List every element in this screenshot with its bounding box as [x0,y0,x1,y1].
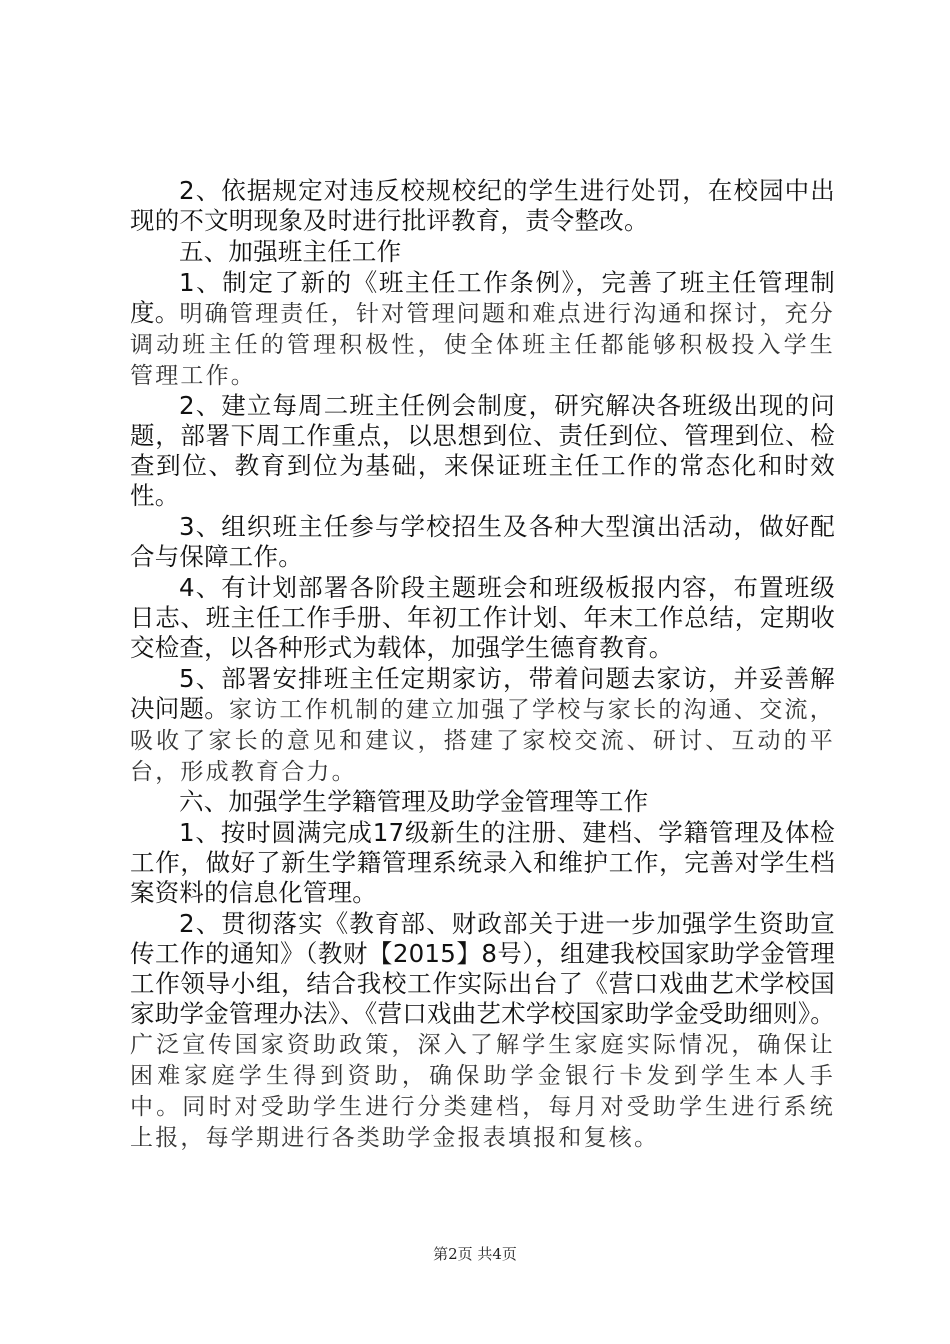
paragraph-5-5: 5、部署安排班主任定期家访，带着问题去家访，并妥善解决问题。家访工作机制的建立加强了学校与家长的沟通、交流，吸收了家长的意见和建议，搭建了家校交流、研讨、互动的平台，形成教育合力。 [130,664,835,785]
paragraph-5-4: 4、有计划部署各阶段主题班会和班级板报内容，布置班级日志、班主任工作手册、年初工作计划、年末工作总结，定期收交检查，以各种形式为载体，加强学生德育教育。 [130,573,835,662]
paragraph-6-2: 2、贯彻落实《教育部、财政部关于进一步加强学生资助宣传工作的通知》（教财【2015】8号），组建我校国家助学金管理工作领导小组，结合我校工作实际出台了《营口戏曲艺术学校国家助学金管理办法》、《营口戏曲艺术学校国家助学金受助细则》。广泛宣传国家资助政策，深入了解学生家庭实际情况，确保让困难家庭学生得到资助，确保助学金银行卡发到学生本人手中。同时对受助学生进行分类建档，每月对受助学生进行系统上报，每学期进行各类助学金报表填报和复核。 [130,909,835,1151]
section-heading-5: 五、加强班主任工作 [179,237,402,266]
paragraph-5-1: 1、制定了新的《班主任工作条例》，完善了班主任管理制度。明确管理责任，针对管理问题和难点进行沟通和探讨，充分调动班主任的管理积极性，使全体班主任都能够积极投入学生管理工作。 [130,268,835,389]
paragraph-6-1: 1、按时圆满完成17级新生的注册、建档、学籍管理及体检工作，做好了新生学籍管理系统录入和维护工作，完善对学生档案资料的信息化管理。 [130,818,835,907]
paragraph-5-3: 3、组织班主任参与学校招生及各种大型演出活动，做好配合与保障工作。 [130,512,835,571]
section-heading-6: 六、加强学生学籍管理及助学金管理等工作 [179,787,649,816]
paragraph-rule-penalty: 2、依据规定对违反校规校纪的学生进行处罚，在校园中出现的不文明现象及时进行批评教育，责令整改。 [130,176,835,235]
page-footer: 第2页 共4页 [433,1245,517,1263]
paragraph-5-2: 2、建立每周二班主任例会制度，研究解决各班级出现的问题，部署下周工作重点，以思想到位、责任到位、管理到位、检查到位、教育到位为基础，来保证班主任工作的常态化和时效性。 [130,391,835,510]
document-body [130,176,835,1153]
